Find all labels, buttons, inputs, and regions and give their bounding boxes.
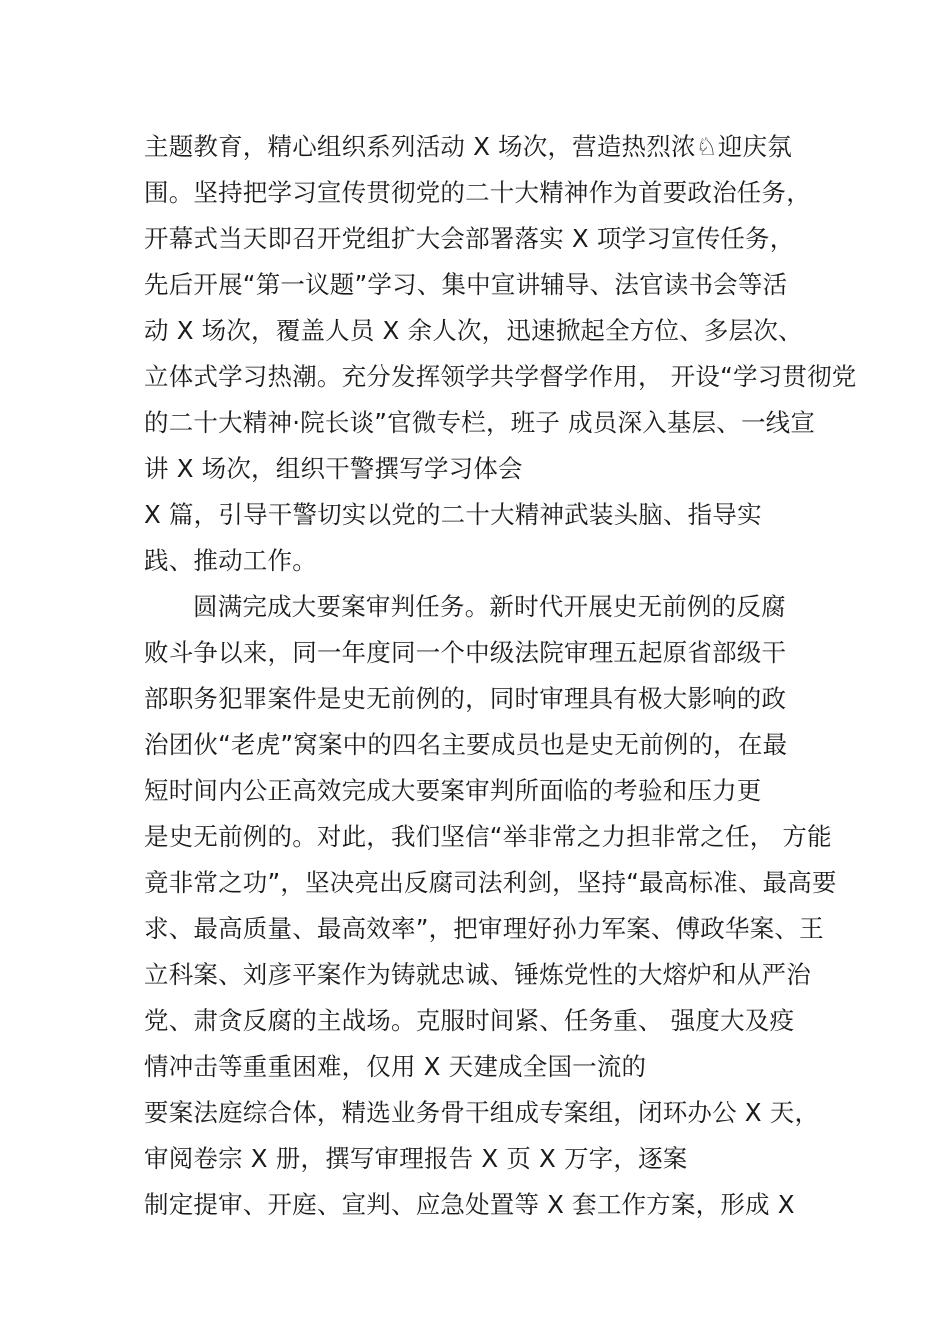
text-line: 主题教育，精心组织系列活动 X 场次，营造热烈浓♘迎庆氛 — [144, 132, 792, 161]
text-line: 动 X 场次，覆盖人员 X 余人次，迅速掀起全方位、多层次、 — [144, 316, 803, 345]
text-line: 要案法庭综合体，精选业务骨干组成专案组，闭环办公 X 天， — [144, 1098, 820, 1127]
text-line: 践、推动工作。 — [144, 546, 317, 575]
text-line: 党、肃贪反腐的主战场。克服时间紧、任务重、 强度大及疫 — [144, 1006, 795, 1035]
text-line: 制定提审、开庭、宣判、应急处置等 X 套工作方案，形成 X — [144, 1190, 795, 1219]
text-line: 是史无前例的。对此，我们坚信“举非常之力担非常之任， 方能 — [144, 822, 832, 851]
text-line: 求、最高质量、最高效率”，把审理好孙力军案、傅政华案、王 — [144, 914, 824, 943]
text-line: 短时间内公正高效完成大要案审判所面临的考验和压力更 — [144, 776, 762, 805]
text-line: 开幕式当天即召开党组扩大会部署落实 X 项学习宣传任务， — [144, 224, 795, 253]
text-line: 先后开展“第一议题”学习、集中宣讲辅导、法官读书会等活 — [144, 270, 788, 299]
text-line: 立科案、刘彦平案作为铸就忠诚、锤炼党性的大熔炉和从严治 — [144, 960, 811, 989]
text-line: 立体式学习热潮。充分发挥领学共学督学作用， 开设“学习贯彻党 — [144, 362, 857, 391]
text-line: 治团伙“老虎”窝案中的四名主要成员也是史无前例的，在最 — [144, 730, 788, 759]
text-line: 情冲击等重重困难，仅用 X 天建成全国一流的 — [144, 1052, 647, 1081]
text-line: 讲 X 场次，组织干警撰写学习体会 — [144, 454, 523, 483]
text-line: 审阅卷宗 X 册，撰写审理报告 X 页 X 万字，逐案 — [144, 1144, 688, 1173]
text-line: 败斗争以来，同一年度同一个中级法院审理五起原省部级干 — [144, 638, 787, 667]
text-line: X 篇，引导干警切实以党的二十大精神武装头脑、指导实 — [144, 500, 762, 529]
text-line: 围。坚持把学习宣传贯彻党的二十大精神作为首要政治任务， — [144, 178, 811, 207]
text-line: 部职务犯罪案件是史无前例的，同时审理具有极大影响的政 — [144, 684, 787, 713]
paragraph-heading-line: 圆满完成大要案审判任务。新时代开展史无前例的反腐 — [193, 592, 786, 621]
text-line: 竟非常之功”，坚决亮出反腐司法利剑，坚持“最高标准、最高要 — [144, 868, 837, 897]
text-line: 的二十大精神·院长谈”官微专栏，班子 成员深入基层、一线宣 — [144, 408, 816, 437]
body-text — [144, 124, 857, 1228]
